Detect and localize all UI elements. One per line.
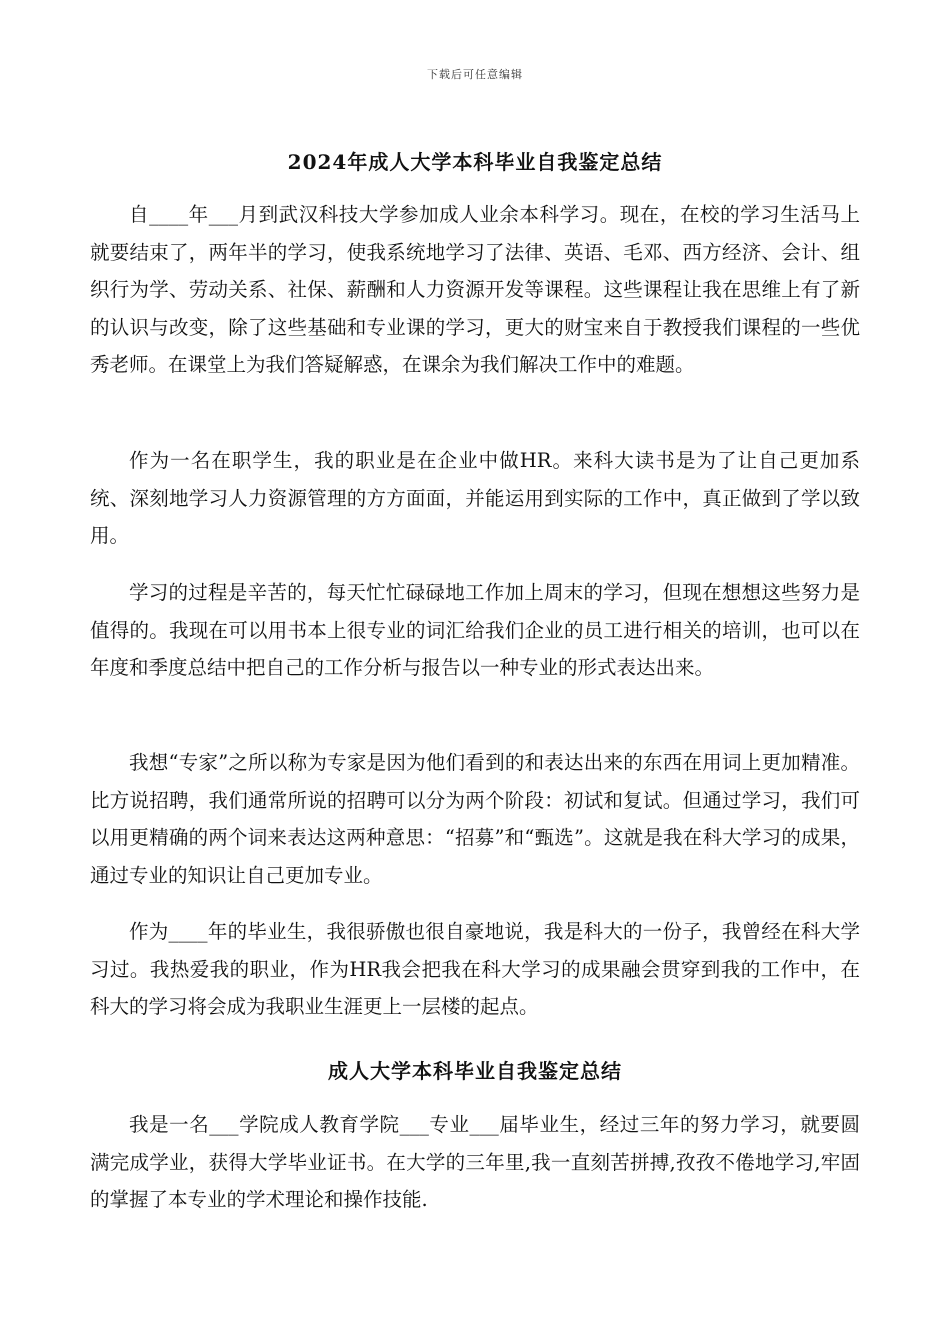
- body-paragraph: 学习的过程是辛苦的，每天忙忙碌碌地工作加上周末的学习，但现在想想这些努力是值得的。我现在可以用书本上很专业的词汇给我们企业的员工进行相关的培训，也可以在年度和季度总结中把自己的工作分析与报告以一种专业的形式表达出来。: [90, 581, 860, 679]
- body-paragraph: 作为一名在职学生，我的职业是在企业中做HR。来科大读书是为了让自己更加系统、深刻地学习人力资源管理的方方面面，并能运用到实际的工作中，真正做到了学以致用。: [90, 449, 860, 547]
- document-title: 2024年成人大学本科毕业自我鉴定总结: [287, 150, 663, 174]
- page-header-note: 下载后可任意编辑: [427, 68, 523, 81]
- body-paragraph: 我想“专家”之所以称为专家是因为他们看到的和表达出来的东西在用词上更加精准。比方说招聘，我们通常所说的招聘可以分为两个阶段：初试和复试。但通过学习，我们可以用更精确的两个词来表达这两种意思：“招募”和“甄选”。这就是我在科大学习的成果，通过专业的知识让自己更加专业。: [90, 751, 860, 887]
- body-paragraph: 作为____年的毕业生，我很骄傲也很自豪地说，我是科大的一份子，我曾经在科大学习过。我热爱我的职业，作为HR我会把我在科大学习的成果融会贯穿到我的工作中，在科大的学习将会成为我职业生涯更上一层楼的起点。: [90, 920, 860, 1018]
- section-title: 成人大学本科毕业自我鉴定总结: [328, 1059, 622, 1083]
- body-paragraph: 自____年___月到武汉科技大学参加成人业余本科学习。现在，在校的学习生活马上就要结束了，两年半的学习，使我系统地学习了法律、英语、毛邓、西方经济、会计、组织行为学、劳动关系、社保、薪酬和人力资源开发等课程。这些课程让我在思维上有了新的认识与改变，除了这些基础和专业课的学习，更大的财宝来自于教授我们课程的一些优秀老师。在课堂上为我们答疑解惑，在课余为我们解决工作中的难题。: [90, 203, 860, 376]
- body-paragraph: 我是一名___学院成人教育学院___专业___届毕业生，经过三年的努力学习，就要圆满完成学业，获得大学毕业证书。在大学的三年里,我一直刻苦拼搏,孜孜不倦地学习,牢固的掌握了本专业的学术理论和操作技能.: [90, 1113, 860, 1211]
